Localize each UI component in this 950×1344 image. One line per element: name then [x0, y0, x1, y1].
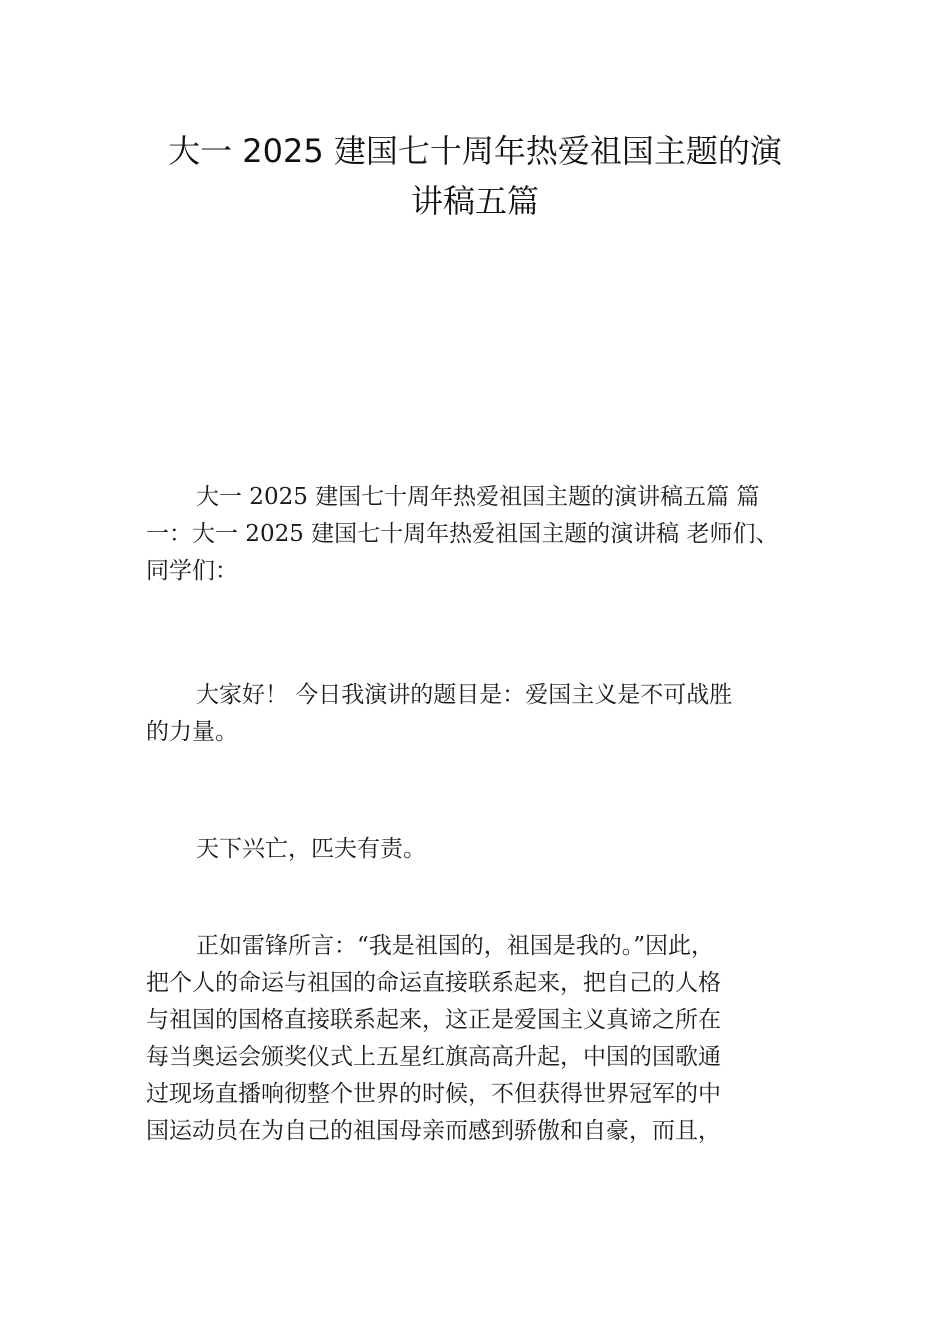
paragraph-line: 正如雷锋所言：“我是祖国的，祖国是我的。”因此，	[196, 933, 715, 959]
paragraph-line: 的力量。	[146, 719, 238, 745]
paragraph-line: 每当奥运会颁奖仪式上五星红旗高高升起，中国的国歌通	[146, 1044, 721, 1070]
title-line: 大一 2025 建国七十周年热爱祖国主题的演	[168, 132, 782, 170]
paragraph-line: 与祖国的国格直接联系起来，这正是爱国主义真谛之所在	[146, 1007, 721, 1033]
paragraph-intro	[146, 479, 836, 590]
title-line: 讲稿五篇	[410, 182, 539, 220]
paragraph-line: 国运动员在为自己的祖国母亲而感到骄傲和自豪，而且，	[146, 1118, 721, 1144]
paragraph-line: 大家好！ 今日我演讲的题目是：爱国主义是不可战胜	[196, 682, 733, 708]
paragraph-line: 大一 2025 建国七十周年热爱祖国主题的演讲稿五篇 篇	[196, 484, 760, 510]
document-title	[120, 126, 830, 226]
paragraph-line: 同学们：	[146, 558, 238, 584]
paragraph-line: 把个人的命运与祖国的命运直接联系起来，把自己的人格	[146, 970, 721, 996]
paragraph-greeting	[146, 677, 836, 751]
paragraph-proverb	[146, 831, 836, 868]
paragraph-line: 过现场直播响彻整个世界的时候，不但获得世界冠军的中	[146, 1081, 721, 1107]
paragraph-leifeng	[146, 928, 836, 1150]
paragraph-line: 一：大一 2025 建国七十周年热爱祖国主题的演讲稿 老师们、	[146, 521, 779, 547]
paragraph-line: 天下兴亡，匹夫有责。	[196, 836, 426, 862]
